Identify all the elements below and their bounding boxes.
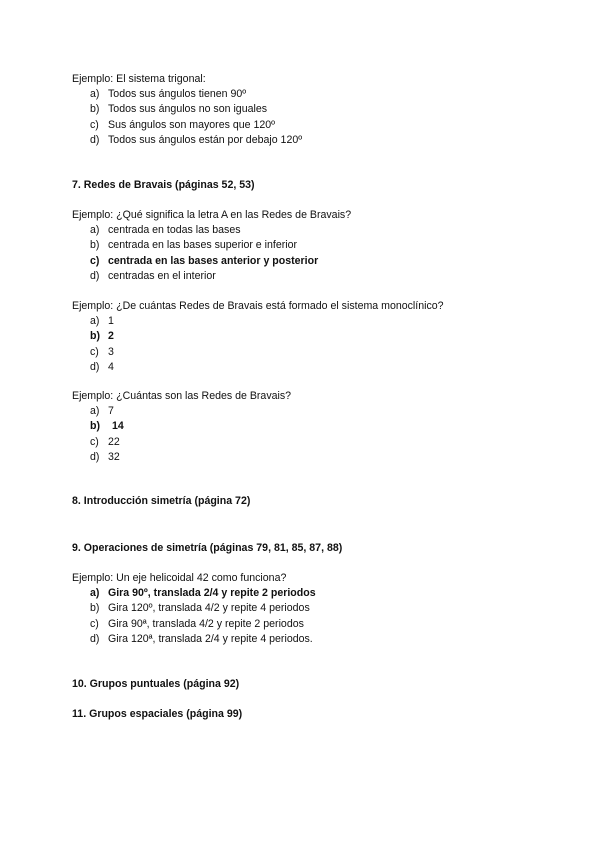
option-text: Todos sus ángulos están por debajo 120º: [108, 133, 303, 146]
option-b: [90, 102, 302, 117]
options-list: [72, 87, 302, 148]
option-text: Gira 90º, translada 2/4 y repite 2 periodos: [108, 587, 316, 600]
option-text: 3: [108, 345, 114, 358]
option-b: [90, 238, 351, 253]
option-a: [90, 404, 291, 419]
option-letter: a): [90, 587, 100, 600]
option-text: 4: [108, 360, 114, 373]
option-text: 32: [108, 450, 120, 463]
option-letter: d): [90, 632, 100, 645]
options-list: [72, 223, 351, 284]
question-block-cuantas-redes: [72, 389, 291, 465]
option-letter: c): [90, 118, 99, 131]
option-c: [90, 435, 291, 450]
option-text: Gira 90ª, translada 4/2 y repite 2 periodos: [108, 617, 304, 630]
option-letter: a): [90, 224, 100, 237]
option-letter: b): [90, 420, 100, 433]
option-letter: d): [90, 133, 100, 146]
option-a: [90, 87, 302, 102]
option-text: 1: [108, 315, 114, 328]
option-a: [90, 314, 444, 329]
option-letter: c): [90, 254, 100, 267]
options-list: [72, 404, 291, 465]
option-letter: b): [90, 602, 100, 615]
option-a-correct: [90, 586, 316, 601]
question-text: Ejemplo: ¿De cuántas Redes de Bravais está formado el sistema monoclínico?: [72, 300, 444, 312]
question-text: Ejemplo: El sistema trigonal:: [72, 73, 206, 85]
option-text: Todos sus ángulos no son iguales: [108, 103, 268, 116]
option-text: centrada en las bases anterior y posterior: [108, 254, 319, 267]
option-c-correct: [90, 254, 351, 269]
option-text: centrada en las bases superior e inferior: [108, 239, 298, 252]
options-list: [72, 314, 444, 375]
option-letter: c): [90, 435, 99, 448]
option-letter: a): [90, 405, 100, 418]
option-text: 2: [108, 330, 114, 343]
option-a: [90, 223, 351, 238]
question-block-monoclinico: [72, 299, 444, 375]
section-heading-7: 7. Redes de Bravais (páginas 52, 53): [72, 179, 255, 191]
option-letter: d): [90, 269, 100, 282]
option-c: [90, 118, 302, 133]
option-letter: b): [90, 330, 100, 343]
option-d: [90, 133, 302, 148]
option-d: [90, 450, 291, 465]
question-text: Ejemplo: ¿Qué significa la letra A en las Redes de Bravais?: [72, 209, 352, 221]
option-letter: d): [90, 360, 100, 373]
option-text: 7: [108, 405, 114, 418]
option-text: 14: [112, 420, 124, 433]
option-c: [90, 345, 444, 360]
option-b-correct: [90, 329, 444, 344]
option-b: [90, 601, 316, 616]
option-letter: b): [90, 103, 100, 116]
option-text: centrada en todas las bases: [108, 224, 241, 237]
option-text: Gira 120º, translada 4/2 y repite 4 periodos: [108, 602, 310, 615]
option-c: [90, 617, 316, 632]
options-list: [72, 586, 316, 647]
option-letter: d): [90, 450, 100, 463]
question-block-letra-a: [72, 208, 351, 284]
option-d: [90, 269, 351, 284]
option-letter: b): [90, 239, 100, 252]
option-letter: a): [90, 88, 100, 101]
option-text: Gira 120ª, translada 2/4 y repite 4 periodos.: [108, 632, 313, 645]
question-block-trigonal: [72, 72, 302, 148]
question-text: Ejemplo: Un eje helicoidal 42 como funciona?: [72, 572, 287, 584]
section-heading-8: 8. Introducción simetría (página 72): [72, 495, 251, 507]
option-text: 22: [108, 435, 120, 448]
option-text: centradas en el interior: [108, 269, 216, 282]
option-letter: c): [90, 345, 99, 358]
option-d: [90, 632, 316, 647]
question-text: Ejemplo: ¿Cuántas son las Redes de Bravais?: [72, 390, 292, 402]
option-letter: a): [90, 315, 100, 328]
section-heading-10: 10. Grupos puntuales (página 92): [72, 678, 240, 690]
section-heading-9: 9. Operaciones de simetría (páginas 79, 81, 85, 87, 88): [72, 542, 343, 554]
option-letter: c): [90, 617, 99, 630]
option-text: Todos sus ángulos tienen 90º: [108, 88, 247, 101]
option-text: Sus ángulos son mayores que 120º: [108, 118, 276, 131]
question-block-eje-helicoidal: [72, 571, 316, 647]
section-heading-11: 11. Grupos espaciales (página 99): [72, 708, 243, 720]
option-b-correct: [90, 419, 291, 434]
option-d: [90, 360, 444, 375]
